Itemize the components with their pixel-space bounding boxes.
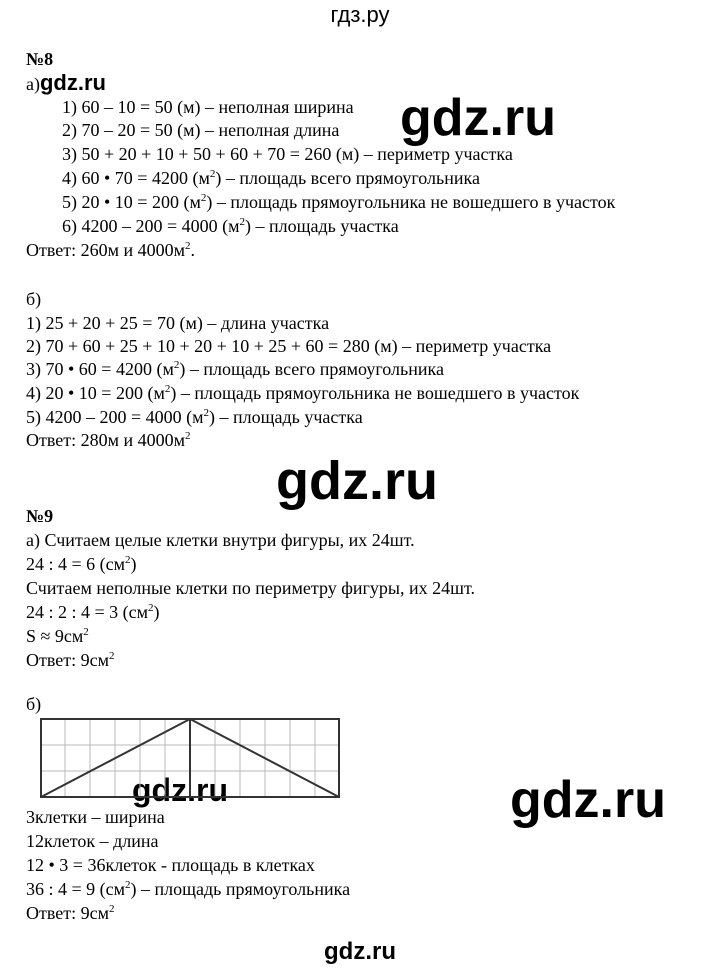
task9-b-label: б): [26, 694, 42, 714]
task9-b-line-4: 36 : 4 = 9 $(см^2)$ – площадь прямоугольника: [26, 879, 351, 899]
watermark: gdz.ru: [132, 772, 228, 808]
task8-b-step-1: 1) 25 + 20 + 25 = 70 (м) – длина участка: [26, 313, 330, 333]
task8-a-step-5: 5) 20 • 10 = 200 $(м^2)$ – площадь прямоугольника не вошедшего в участок: [62, 192, 616, 212]
grid-figure: [40, 718, 340, 798]
task8-number: №8: [26, 49, 54, 69]
task9-b-answer: Ответ: $9см^2$: [26, 903, 115, 923]
watermark-inline: gdz.ru: [39, 70, 106, 95]
task8-a-step-2: 2) 70 – 20 = 50 (м) – неполная длина: [62, 120, 340, 140]
task9-a-line-5: $S \approx 9см^2$: [26, 626, 89, 646]
task8-b-label: б): [26, 289, 42, 309]
task8-b-step-5: 5) 4200 – 200 = 4000 $(м^2)$ – площадь участка: [26, 407, 363, 427]
task9-a-line-1: а) Считаем целые клетки внутри фигуры, их 24шт.: [26, 530, 415, 550]
task9-b-line-1: 3клетки – ширина: [26, 807, 165, 827]
task8-a-step-3: 3) 50 + 20 + 10 + 50 + 60 + 70 = 260 (м) – периметр участка: [62, 144, 513, 164]
task9-a-line-4: 24 : 2 : 4 = 3 $(см^2)$: [26, 602, 160, 622]
task9-a-line-3: Считаем неполные клетки по периметру фигуры, их 24шт.: [26, 578, 475, 598]
site-footer: gdz.ru: [324, 938, 396, 965]
figure-outline: [41, 719, 339, 797]
task9-b-line-3: 12 • 3 = 36клеток - площадь в клетках: [26, 855, 315, 875]
task8-a-step-1: 1) 60 – 10 = 50 (м) – неполная ширина: [62, 97, 354, 117]
task9-b-line-2: 12клеток – длина: [26, 831, 159, 851]
task8-a-step-6: 6) 4200 – 200 = 4000 $(м^2)$ – площадь участка: [62, 216, 399, 236]
watermark: gdz.ru: [510, 771, 666, 829]
watermark: gdz.ru: [276, 451, 438, 511]
task9-number: №9: [26, 506, 54, 526]
site-header: гдз.ру: [330, 2, 390, 27]
task8-b-step-2: 2) 70 + 60 + 25 + 10 + 20 + 10 + 25 + 60 = 280 (м) – периметр участка: [26, 336, 552, 356]
task8-b-step-3: 3) 70 • 60 = 4200 $(м^2)$ – площадь всего прямоугольника: [26, 359, 444, 379]
task8-b-step-4: 4) 20 • 10 = 200 $(м^2)$ – площадь прямоугольника не вошедшего в участок: [26, 383, 580, 403]
watermark: gdz.ru: [400, 89, 556, 147]
task8-a-step-4: 4) 60 • 70 = 4200 $(м^2)$ – площадь всего прямоугольника: [62, 168, 480, 188]
task9-a-answer: Ответ: $9см^2$: [26, 650, 115, 670]
task9-a-line-2: 24 : 4 = 6 $(см^2)$: [26, 554, 137, 574]
task8-b-answer: Ответ: 280м и $4000м^2$: [26, 430, 191, 450]
task8-a-answer: Ответ: 260м и $4000м^2$.: [26, 240, 196, 260]
task8-a-label: а)gdz.ru: [26, 70, 106, 95]
